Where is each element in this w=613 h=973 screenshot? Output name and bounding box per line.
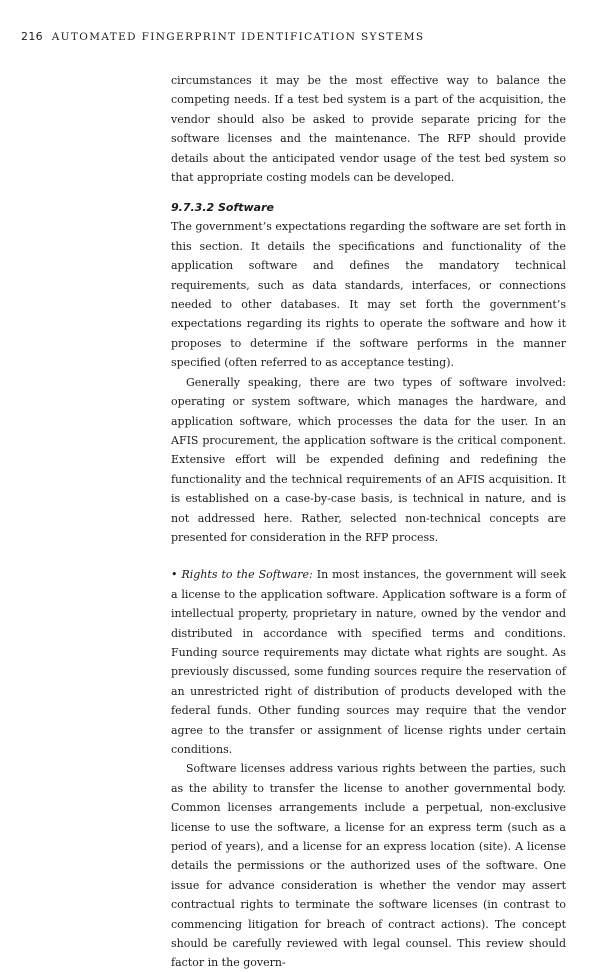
paragraph-software-expectations: The government’s expectations regarding the software are set forth in this section. It details the specifications and functionality of the application software and defines the mandatory technical requirements, such as data standards, interfaces, or connections needed to other databases. It may set forth the government’s expectations regarding its rights to operate the software and how it proposes to determine if the software performs in the manner specified (often referred to as acceptance testing). (171, 220, 566, 370)
page-number: 216 (21, 30, 43, 43)
paragraph-continued: circumstances it may be the most effective way to balance the competing needs. If a test bed system is a part of the acquisition, the vendor should also be asked to provide separate pricing for the software licenses and the maintenance. The RFP should provide details about the anticipated vendor usage of the test bed system so that appropriate costing models can be developed. (171, 74, 566, 185)
paragraph-software-types: Generally speaking, there are two types of software involved: operating or system software, which manages the hardware, and application software, which processes the data for the user. In an AFIS procurement, the application software is the critical component. Extensive effort will be expended defining and redefining the functionality and the technical requirements of an AFIS acquisition. It is established on a case-by-case basis, is technical in nature, and is not addressed here. Rather, selected non-technical concepts are presented for consideration in the RFP process. (171, 375, 566, 544)
running-header (21, 30, 424, 43)
bullet-rights-to-software (171, 565, 566, 759)
bullet-title: Rights to the Software: (181, 568, 313, 582)
section-heading: 9.7.3.2 Software (171, 201, 274, 215)
running-title: AUTOMATED FINGERPRINT IDENTIFICATION SYSTEMS (51, 31, 425, 43)
paragraph-software-licenses: Software licenses address various rights between the parties, such as the ability to transfer the license to another governmental body. Common licenses arrangements include a perpetual, non-exclusive license to use the software, a license for an express term (such as a period of years), and a license for an express location (site). A license details the permissions or the authorized uses of the software. One issue for advance consideration is whether the vendor may assert contractual rights to terminate the software licenses (in contrast to commencing litigation for breach of contract actions). The concept should be carefully reviewed with legal counsel. This review should factor in the govern- (171, 762, 566, 970)
bullet-icon: • (171, 568, 178, 582)
body-text (171, 71, 566, 973)
bullet-text: In most instances, the government will seek a license to the application software. Application software is a form of intellectual property, proprietary in nature, owned by the vendor and distributed in accordance with specified terms and conditions. Funding source requirements may dictate what rights are sought. As previously discussed, some funding sources require the reservation of an unrestricted right of distribution of products developed with the federal funds. Other funding sources may require that the vendor agree to the transfer or assignment of license rights under certain conditions. (171, 568, 566, 756)
